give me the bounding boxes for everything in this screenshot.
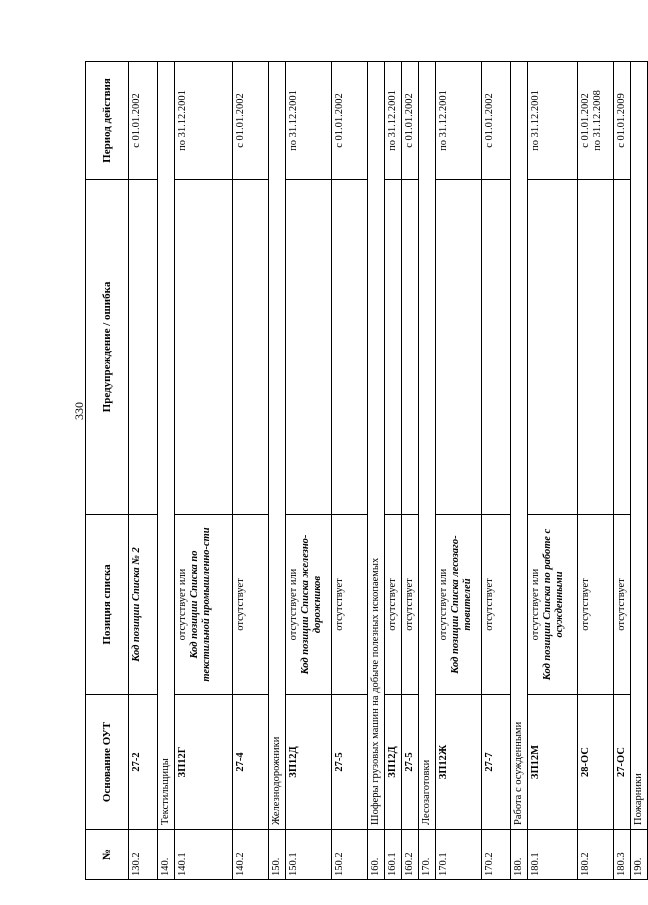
warning-cell — [175, 180, 233, 515]
list-position — [332, 515, 368, 695]
row-number: 170.2 — [482, 830, 511, 880]
period-line: с 01.01.2002 — [484, 93, 495, 148]
period-cell — [233, 62, 269, 180]
warning-cell — [332, 180, 368, 515]
section-row — [631, 62, 648, 880]
table-row — [436, 62, 482, 880]
table-row — [233, 62, 269, 880]
list-position — [385, 515, 402, 695]
list-position-line: отсутствует — [404, 578, 415, 631]
basis-code: ЗП12Г — [175, 695, 233, 830]
table-row — [402, 62, 419, 880]
basis-code: ЗП12Д — [286, 695, 332, 830]
table-row — [129, 62, 158, 880]
column-header-list-position: Позиция списка — [86, 515, 129, 695]
period-line: с 01.01.2002 — [334, 93, 345, 148]
document-sheet — [85, 62, 644, 880]
list-position-line: отсутствует — [387, 578, 398, 631]
section-label: Железнодорожники — [269, 62, 286, 830]
table-body — [129, 62, 648, 880]
table-row — [332, 62, 368, 880]
row-number: 160.1 — [385, 830, 402, 880]
table-row — [385, 62, 402, 880]
row-number: 170. — [419, 830, 436, 880]
basis-code: 27-5 — [402, 695, 419, 830]
list-position — [286, 515, 332, 695]
table-row — [482, 62, 511, 880]
section-row — [419, 62, 436, 880]
row-number: 180. — [511, 830, 528, 880]
period-line: по 31.12.2008 — [591, 90, 603, 151]
warning-cell — [528, 180, 578, 515]
table-row — [578, 62, 614, 880]
period-cell — [402, 62, 419, 180]
section-row — [368, 62, 385, 880]
warning-cell — [402, 180, 419, 515]
row-number: 160. — [368, 830, 385, 880]
list-position — [614, 515, 631, 695]
list-position-line: Код позиции Списка железно-дорожников — [299, 534, 323, 675]
column-header-warning: Предупреждение / ошибка — [86, 180, 129, 515]
column-header-basis: Основание ОУТ — [86, 695, 129, 830]
section-row — [158, 62, 175, 880]
row-number: 160.2 — [402, 830, 419, 880]
list-position — [233, 515, 269, 695]
period-line: по 31.12.2001 — [177, 90, 188, 151]
list-position-line: отсутствует — [616, 578, 627, 631]
row-number: 130.2 — [129, 830, 158, 880]
basis-code: ЗП12М — [528, 695, 578, 830]
list-position — [482, 515, 511, 695]
list-position — [578, 515, 614, 695]
period-cell — [129, 62, 158, 180]
table-row — [614, 62, 631, 880]
codes-table — [85, 61, 648, 880]
page-number: 330 — [72, 402, 86, 420]
table-row — [286, 62, 332, 880]
period-line: по 31.12.2001 — [387, 90, 398, 151]
row-number: 140.2 — [233, 830, 269, 880]
basis-code: 27-4 — [233, 695, 269, 830]
row-number: 180.2 — [578, 830, 614, 880]
column-header-period: Период действия — [86, 62, 129, 180]
basis-code: 27-2 — [129, 695, 158, 830]
period-cell — [436, 62, 482, 180]
period-cell — [528, 62, 578, 180]
row-number: 150.1 — [286, 830, 332, 880]
table-row — [528, 62, 578, 880]
list-position-line: отсутствует — [334, 578, 345, 631]
basis-code: 27-ОС — [614, 695, 631, 830]
section-label: Шоферы грузовых машин на добыче полезных ископаемых — [368, 62, 385, 830]
list-position — [436, 515, 482, 695]
period-cell — [385, 62, 402, 180]
section-label: Пожарники — [631, 62, 648, 830]
warning-cell — [233, 180, 269, 515]
list-position-line: отсутствует или — [438, 568, 449, 641]
row-number: 140.1 — [175, 830, 233, 880]
section-row — [269, 62, 286, 880]
period-cell — [614, 62, 631, 180]
period-line: с 01.01.2002 — [580, 93, 591, 148]
warning-cell — [614, 180, 631, 515]
list-position-line: отсутствует — [235, 578, 246, 631]
section-row — [511, 62, 528, 880]
list-position — [175, 515, 233, 695]
period-line: с 01.01.2002 — [131, 93, 142, 148]
list-position-line: Код позиции Списка № 2 — [131, 547, 142, 662]
warning-cell — [286, 180, 332, 515]
period-cell — [175, 62, 233, 180]
basis-code: 27-5 — [332, 695, 368, 830]
period-cell — [482, 62, 511, 180]
row-number: 170.1 — [436, 830, 482, 880]
basis-code: 28-ОС — [578, 695, 614, 830]
basis-code: ЗП12Ж — [436, 695, 482, 830]
period-line: с 01.01.2009 — [616, 93, 627, 148]
row-number: 150. — [269, 830, 286, 880]
row-number: 140. — [158, 830, 175, 880]
period-line: по 31.12.2001 — [288, 90, 299, 151]
period-line: с 01.01.2002 — [404, 93, 415, 148]
warning-cell — [436, 180, 482, 515]
list-position-line: отсутствует или — [288, 568, 299, 641]
period-cell — [332, 62, 368, 180]
list-position-line: отсутствует — [484, 578, 495, 631]
section-label: Текстильщицы — [158, 62, 175, 830]
period-line: по 31.12.2001 — [438, 90, 449, 151]
period-cell — [286, 62, 332, 180]
table-header-row — [86, 62, 129, 880]
warning-cell — [482, 180, 511, 515]
column-header-number: № — [86, 830, 129, 880]
list-position-line: Код позиции Списка лесозаго-товителей — [449, 535, 473, 674]
period-cell — [578, 62, 614, 180]
list-position — [528, 515, 578, 695]
list-position-line: отсутствует или — [177, 568, 188, 641]
list-position — [402, 515, 419, 695]
list-position-line: Код позиции Списка по текстильной промышленно-сти — [188, 527, 212, 682]
list-position-line: Код позиции Списка по работе с осужденными — [541, 528, 565, 681]
period-line: с 01.01.2002 — [235, 93, 246, 148]
basis-code: ЗП12Д — [385, 695, 402, 830]
row-number: 150.2 — [332, 830, 368, 880]
table-row — [175, 62, 233, 880]
row-number: 180.3 — [614, 830, 631, 880]
basis-code: 27-7 — [482, 695, 511, 830]
list-position-line: отсутствует или — [530, 568, 541, 641]
list-position — [129, 515, 158, 695]
row-number: 190. — [631, 830, 648, 880]
period-line: по 31.12.2001 — [530, 90, 541, 151]
section-label: Работа с осужденными — [511, 62, 528, 830]
list-position-line: отсутствует — [580, 578, 591, 631]
warning-cell — [385, 180, 402, 515]
section-label: Лесозаготовки — [419, 62, 436, 830]
warning-cell — [578, 180, 614, 515]
warning-cell — [129, 180, 158, 515]
row-number: 180.1 — [528, 830, 578, 880]
